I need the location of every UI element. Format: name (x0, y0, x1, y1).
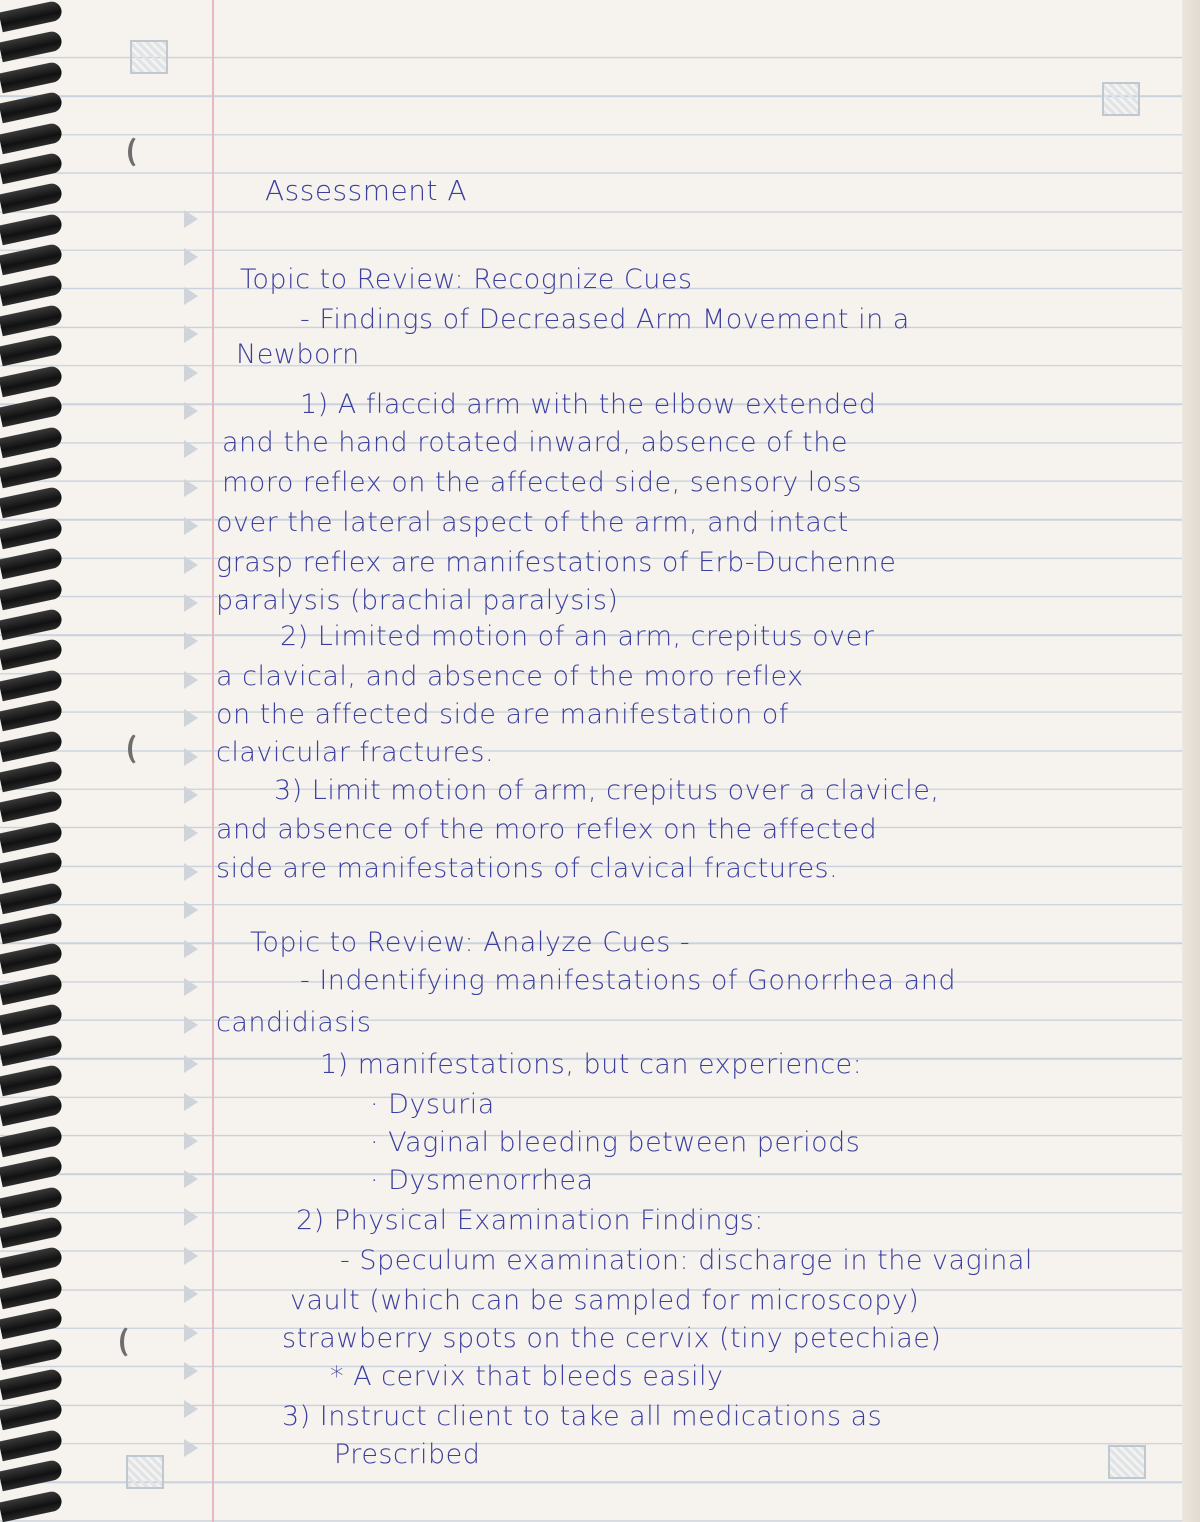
margin-triangle-icon (184, 709, 198, 727)
handwritten-line: Newborn (236, 339, 360, 370)
spiral-coil (0, 152, 63, 184)
spiral-binding (0, 0, 70, 1522)
spiral-coil (0, 699, 63, 731)
margin-triangle-icon (184, 748, 198, 766)
margin-triangle-icon (184, 786, 198, 804)
spiral-coil (0, 1003, 63, 1035)
spiral-coil (0, 395, 63, 427)
spiral-coil (0, 334, 63, 366)
margin-triangle-icon (184, 1016, 198, 1034)
margin-triangle-icon (184, 1170, 198, 1188)
margin-triangle-icon (184, 402, 198, 420)
margin-triangle-icon (184, 1439, 198, 1457)
spiral-coil (0, 1155, 63, 1187)
margin-triangle-icon (184, 1247, 198, 1265)
spiral-coil (0, 577, 63, 609)
spiral-coil (0, 1459, 63, 1491)
spiral-coil (0, 1094, 63, 1126)
margin-triangle-icon (184, 287, 198, 305)
margin-triangle-icon (184, 594, 198, 612)
handwritten-line: over the lateral aspect of the arm, and intact (216, 507, 849, 538)
margin-triangle-icon (184, 1285, 198, 1303)
handwritten-line: on the affected side are manifestation of (216, 699, 789, 730)
margin-triangle-icon (184, 517, 198, 535)
spiral-coil (0, 881, 63, 913)
page-title: Assessment A (265, 174, 468, 207)
margin-triangle-icon (184, 479, 198, 497)
handwritten-line: · Dysmenorrhea (370, 1165, 594, 1196)
spiral-coil (0, 760, 63, 792)
handwritten-line: candidiasis (216, 1007, 372, 1038)
handwritten-line: moro reflex on the affected side, sensory loss (222, 467, 862, 498)
handwritten-line: paralysis (brachial paralysis) (216, 585, 619, 616)
spiral-coil (0, 851, 63, 883)
handwritten-line: a clavical, and absence of the moro reflex (216, 661, 804, 692)
handwritten-line: 1) manifestations, but can experience: (320, 1049, 863, 1080)
spiral-coil (0, 1185, 63, 1217)
spiral-coil (0, 1246, 63, 1278)
margin-triangle-icon (184, 1132, 198, 1150)
spiral-coil (0, 1277, 63, 1309)
spiral-coil (0, 1368, 63, 1400)
spiral-coil (0, 91, 63, 123)
spiral-coil (0, 729, 63, 761)
corner-mark-icon (126, 1455, 164, 1489)
handwritten-line: Prescribed (334, 1439, 481, 1470)
margin-triangle-icon (184, 1208, 198, 1226)
spiral-coil (0, 1398, 63, 1430)
spiral-coil (0, 608, 63, 640)
handwritten-line: side are manifestations of clavical fractures. (216, 853, 839, 884)
spiral-coil (0, 365, 63, 397)
handwritten-line: - Speculum examination: discharge in the vaginal (340, 1245, 1033, 1276)
handwritten-line: - Findings of Decreased Arm Movement in a (300, 304, 910, 335)
handwritten-line: 2) Physical Examination Findings: (296, 1205, 764, 1236)
corner-mark-icon (1102, 82, 1140, 116)
spiral-coil (0, 1125, 63, 1157)
margin-line (212, 0, 214, 1522)
margin-triangle-icon (184, 863, 198, 881)
handwritten-line: vault (which can be sampled for microscopy) (290, 1285, 920, 1316)
handwritten-line: grasp reflex are manifestations of Erb-Duchenne (216, 547, 897, 578)
spiral-coil (0, 1337, 63, 1369)
punch-hole (128, 732, 150, 766)
handwritten-line: 2) Limited motion of an arm, crepitus over (280, 621, 875, 652)
spiral-coil (0, 1216, 63, 1248)
handwritten-line: strawberry spots on the cervix (tiny petechiae) (282, 1323, 942, 1354)
margin-triangle-icon (184, 364, 198, 382)
handwritten-line: 1) A flaccid arm with the elbow extended (300, 389, 877, 420)
spiral-coil (0, 1489, 63, 1521)
spiral-coil (0, 30, 63, 62)
spiral-coil (0, 486, 63, 518)
margin-triangle-icon (184, 1055, 198, 1073)
spiral-coil (0, 790, 63, 822)
spiral-coil (0, 61, 63, 93)
page-edge (1182, 0, 1200, 1522)
handwritten-line: Topic to Review: Recognize Cues (240, 264, 693, 295)
spiral-coil (0, 669, 63, 701)
margin-triangle-icon (184, 978, 198, 996)
spiral-coil (0, 213, 63, 245)
margin-triangle-icon (184, 1093, 198, 1111)
spiral-coil (0, 638, 63, 670)
spiral-coil (0, 821, 63, 853)
spiral-coil (0, 1033, 63, 1065)
punch-hole (128, 135, 150, 169)
handwritten-line: · Dysuria (370, 1089, 495, 1120)
spiral-coil (0, 121, 63, 153)
handwritten-line: Topic to Review: Analyze Cues - (250, 927, 691, 958)
spiral-coil (0, 182, 63, 214)
spiral-coil (0, 1429, 63, 1461)
punch-hole (120, 1325, 142, 1359)
margin-triangle-icon (184, 210, 198, 228)
handwritten-line: and absence of the moro reflex on the affected (216, 814, 878, 845)
handwritten-line: 3) Instruct client to take all medications as (282, 1401, 883, 1432)
spiral-coil (0, 1064, 63, 1096)
handwritten-line: 3) Limit motion of arm, crepitus over a clavicle, (274, 775, 940, 806)
margin-triangle-icon (184, 1362, 198, 1380)
margin-triangle-icon (184, 248, 198, 266)
margin-triangle-icon (184, 632, 198, 650)
margin-triangle-icon (184, 556, 198, 574)
handwritten-line: clavicular fractures. (216, 737, 495, 768)
corner-mark-icon (130, 40, 168, 74)
handwritten-line: - Indentifying manifestations of Gonorrhea and (300, 965, 956, 996)
margin-triangle-icon (184, 440, 198, 458)
spiral-coil (0, 0, 63, 32)
handwritten-line: and the hand rotated inward, absence of the (222, 427, 848, 458)
margin-triangle-icon (184, 901, 198, 919)
spiral-coil (0, 973, 63, 1005)
spiral-coil (0, 456, 63, 488)
spiral-coil (0, 517, 63, 549)
margin-triangle-icon (184, 824, 198, 842)
margin-triangle-icon (184, 325, 198, 343)
spiral-coil (0, 1307, 63, 1339)
spiral-coil (0, 243, 63, 275)
spiral-coil (0, 273, 63, 305)
spiral-coil (0, 425, 63, 457)
spiral-coil (0, 942, 63, 974)
margin-triangle-icon (184, 1324, 198, 1342)
handwritten-line: * A cervix that bleeds easily (330, 1361, 724, 1392)
margin-triangle-icon (184, 1400, 198, 1418)
spiral-coil (0, 912, 63, 944)
spiral-coil (0, 547, 63, 579)
handwritten-line: · Vaginal bleeding between periods (370, 1127, 861, 1158)
margin-triangle-icon (184, 671, 198, 689)
corner-mark-icon (1108, 1445, 1146, 1479)
spiral-coil (0, 304, 63, 336)
margin-triangle-icon (184, 940, 198, 958)
